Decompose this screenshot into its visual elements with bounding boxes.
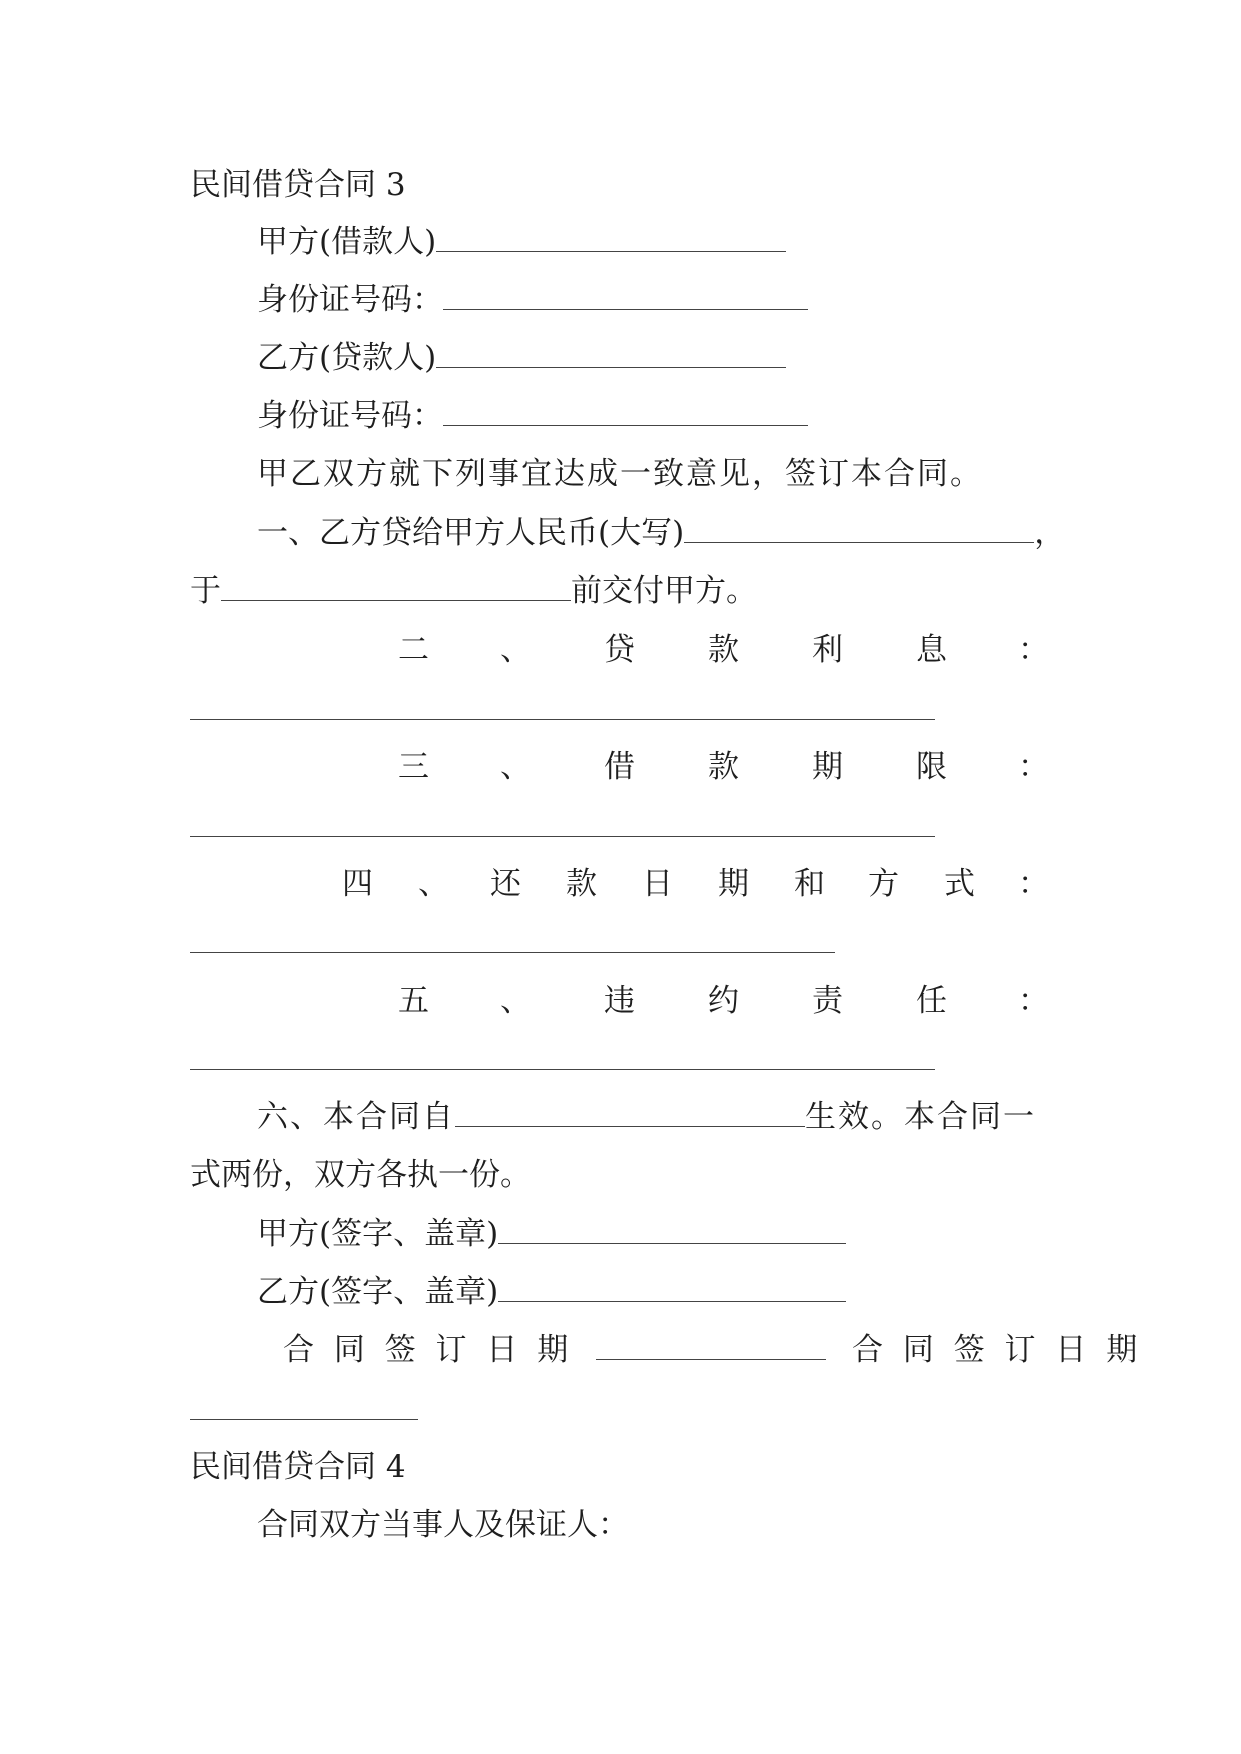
sign-date-line (283, 1330, 1139, 1370)
clause3-char: 期 (812, 749, 843, 785)
party-b-line (257, 338, 786, 378)
sign-a-line (257, 1214, 846, 1254)
clause2-char: 、 (500, 632, 531, 668)
contract4-parties: 合同双方当事人及保证人： (257, 1507, 629, 1543)
clause3-char: 借 (604, 749, 635, 785)
sign-date-label-2: 合 同 签 订 日 期 (852, 1332, 1140, 1368)
sign-b-blank[interactable] (498, 1275, 846, 1302)
clause4-char: 、 (418, 866, 449, 902)
clause2-char: 二 (398, 632, 429, 668)
clause4-char: 还 (490, 866, 521, 902)
clause4-char: 方 (868, 866, 899, 902)
clause1-label: 一、乙方贷给甲方人民币(大写) (257, 515, 685, 551)
id-a-blank[interactable] (443, 283, 808, 310)
clause5-char: ： (1018, 983, 1049, 1019)
sign-b-label: 乙方(签字、盖章) (257, 1274, 499, 1310)
sign-b-line (257, 1272, 846, 1312)
sign-a-blank[interactable] (498, 1217, 846, 1244)
clause1-prefix: 于 (190, 573, 221, 609)
id-a-label: 身份证号码： (257, 282, 443, 318)
contract4-title: 民间借贷合同 4 (190, 1449, 406, 1485)
party-b-label: 乙方(贷款人) (257, 340, 437, 376)
id-a-line (257, 280, 808, 320)
clause1-suffix: 前交付甲方。 (571, 573, 757, 609)
liability-blank[interactable] (190, 1069, 935, 1070)
clause3-char: 、 (500, 749, 531, 785)
id-b-line (257, 396, 808, 436)
clause3-char: ： (1018, 749, 1049, 785)
clause4-char: 日 (642, 866, 673, 902)
clause5-char: 违 (604, 983, 635, 1019)
clause1-line1 (257, 513, 1065, 553)
clause2-char: 贷 (604, 632, 635, 668)
clause6-line2: 式两份，双方各执一份。 (190, 1157, 531, 1193)
contract3-title: 民间借贷合同 3 (190, 167, 406, 203)
sign-date-label-1: 合 同 签 订 日 期 (283, 1332, 571, 1368)
clause2-char: ： (1018, 632, 1049, 668)
party-a-line (257, 222, 786, 262)
sign-date-blank-1[interactable] (596, 1333, 826, 1360)
sign-date-blank-2[interactable] (190, 1419, 418, 1420)
clause2-char: 息 (916, 632, 947, 668)
id-b-blank[interactable] (443, 399, 808, 426)
clause5-char: 约 (708, 983, 739, 1019)
clause3-char: 三 (398, 749, 429, 785)
clause3-char: 限 (916, 749, 947, 785)
intro-text: 甲乙双方就下列事宜达成一致意见，签订本合同。 (257, 456, 983, 492)
party-a-label: 甲方(借款人) (257, 224, 437, 260)
delivery-date-blank[interactable] (221, 574, 571, 601)
effective-date-blank[interactable] (455, 1100, 805, 1127)
clause5-char: 、 (500, 983, 531, 1019)
repayment-blank[interactable] (190, 952, 835, 953)
clause2-char: 利 (812, 632, 843, 668)
sign-a-label: 甲方(签字、盖章) (257, 1216, 499, 1252)
clause4-char: 和 (794, 866, 825, 902)
party-a-blank[interactable] (436, 225, 786, 252)
clause4-char: 期 (718, 866, 749, 902)
party-b-blank[interactable] (436, 341, 786, 368)
clause5-char: 任 (916, 983, 947, 1019)
clause4-char: 四 (342, 866, 373, 902)
clause4-char: ： (1018, 866, 1049, 902)
clause6-line1 (257, 1097, 1036, 1137)
term-blank[interactable] (190, 836, 935, 837)
clause6-suffix: 生效。本合同一 (805, 1099, 1036, 1135)
clause1-comma: ， (1034, 515, 1066, 551)
clause5-char: 责 (812, 983, 843, 1019)
loan-amount-blank[interactable] (684, 516, 1034, 543)
id-b-label: 身份证号码： (257, 398, 443, 434)
clause5-char: 五 (398, 983, 429, 1019)
clause1-line2 (190, 571, 757, 611)
clause4-char: 式 (944, 866, 975, 902)
interest-blank[interactable] (190, 719, 935, 720)
clause4-char: 款 (566, 866, 597, 902)
clause2-char: 款 (708, 632, 739, 668)
clause6-label: 六、本合同自 (257, 1099, 455, 1135)
clause3-char: 款 (708, 749, 739, 785)
